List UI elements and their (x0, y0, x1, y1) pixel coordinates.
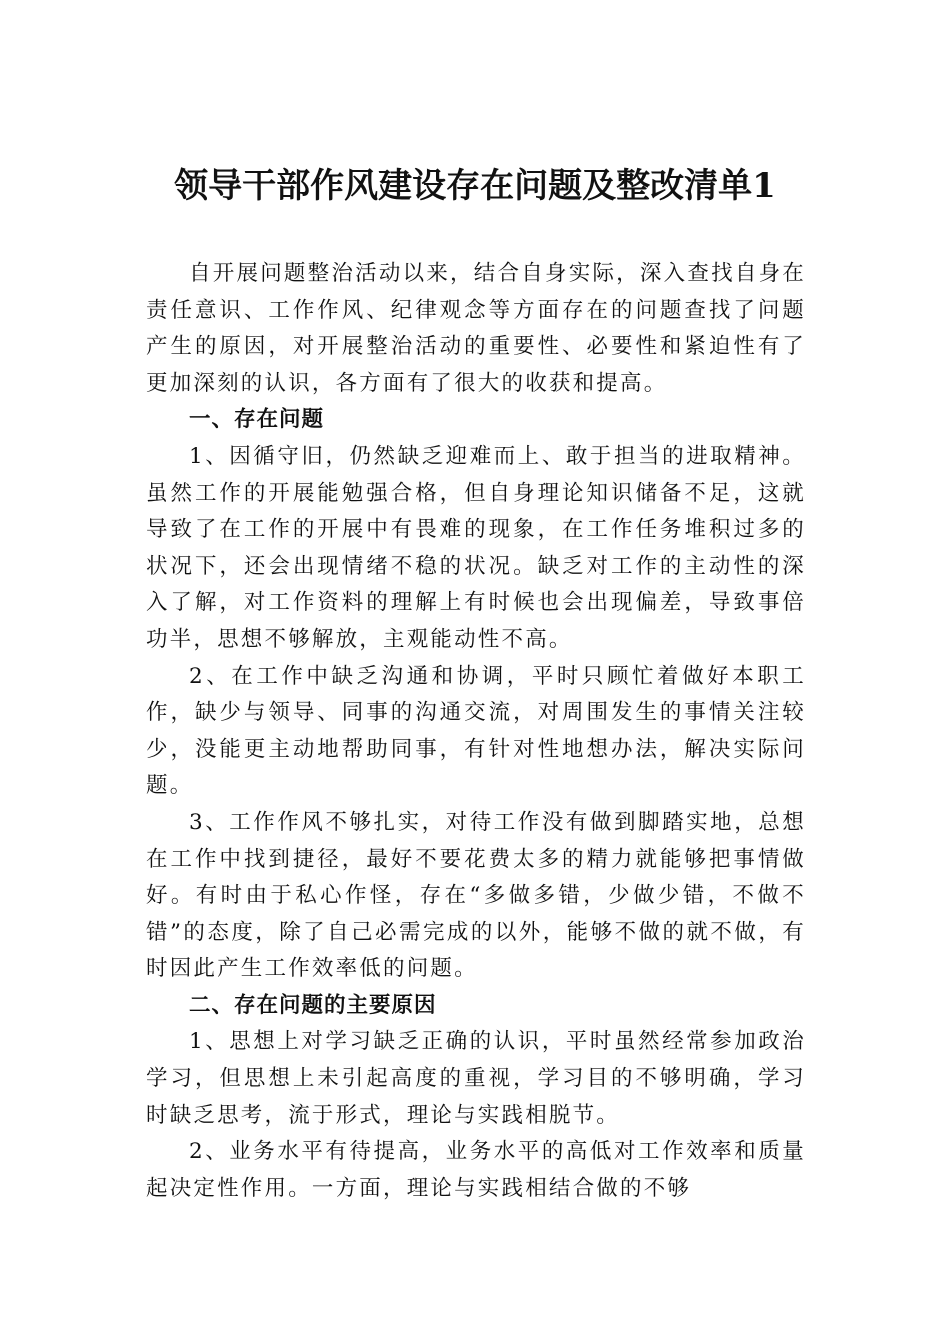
cause-item-1: 1、思想上对学习缺乏正确的认识，平时虽然经常参加政治学习，但思想上未引起高度的重视，学习目的不够明确，学习时缺乏思考，流于形式，理论与实践相脱节。 (146, 1029, 806, 1128)
cause-item-2: 2、业务水平有待提高，业务水平的高低对工作效率和质量起决定性作用。一方面，理论与实践相结合做的不够 (146, 1139, 806, 1201)
intro-paragraph: 自开展问题整治活动以来，结合自身实际，深入查找自身在责任意识、工作作风、纪律观念等方面存在的问题查找了问题产生的原因，对开展整治活动的重要性、必要性和紧迫性有了更加深刻的认识，各方面有了很大的收获和提高。 (146, 261, 806, 396)
document-body (146, 256, 806, 1207)
problem-item-1: 1、因循守旧，仍然缺乏迎难而上、敢于担当的进取精神。虽然工作的开展能勉强合格，但自身理论知识储备不足，这就导致了在工作的开展中有畏难的现象，在工作任务堆积过多的状况下，还会出现情绪不稳的状况。缺乏对工作的主动性的深入了解，对工作资料的理解上有时候也会出现偏差，导致事倍功半，思想不够解放，主观能动性不高。 (146, 443, 806, 652)
section-heading-problems: 一、存在问题 (189, 407, 325, 433)
section-heading-causes: 二、存在问题的主要原因 (189, 992, 437, 1018)
document-title: 领导干部作风建设存在问题及整改清单1 (174, 166, 776, 206)
problem-item-2: 2、在工作中缺乏沟通和协调，平时只顾忙着做好本职工作，缺少与领导、同事的沟通交流，对周围发生的事情关注较少，没能更主动地帮助同事，有针对性地想办法，解决实际问题。 (146, 663, 806, 799)
problem-item-3: 3、工作作风不够扎实，对待工作没有做到脚踏实地，总想在工作中找到捷径，最好不要花费太多的精力就能够把事情做好。有时由于私心作怪，存在“多做多错，少做少错，不做不错”的态度，除了自己必需完成的以外，能够不做的就不做，有时因此产生工作效率低的问题。 (146, 809, 806, 982)
